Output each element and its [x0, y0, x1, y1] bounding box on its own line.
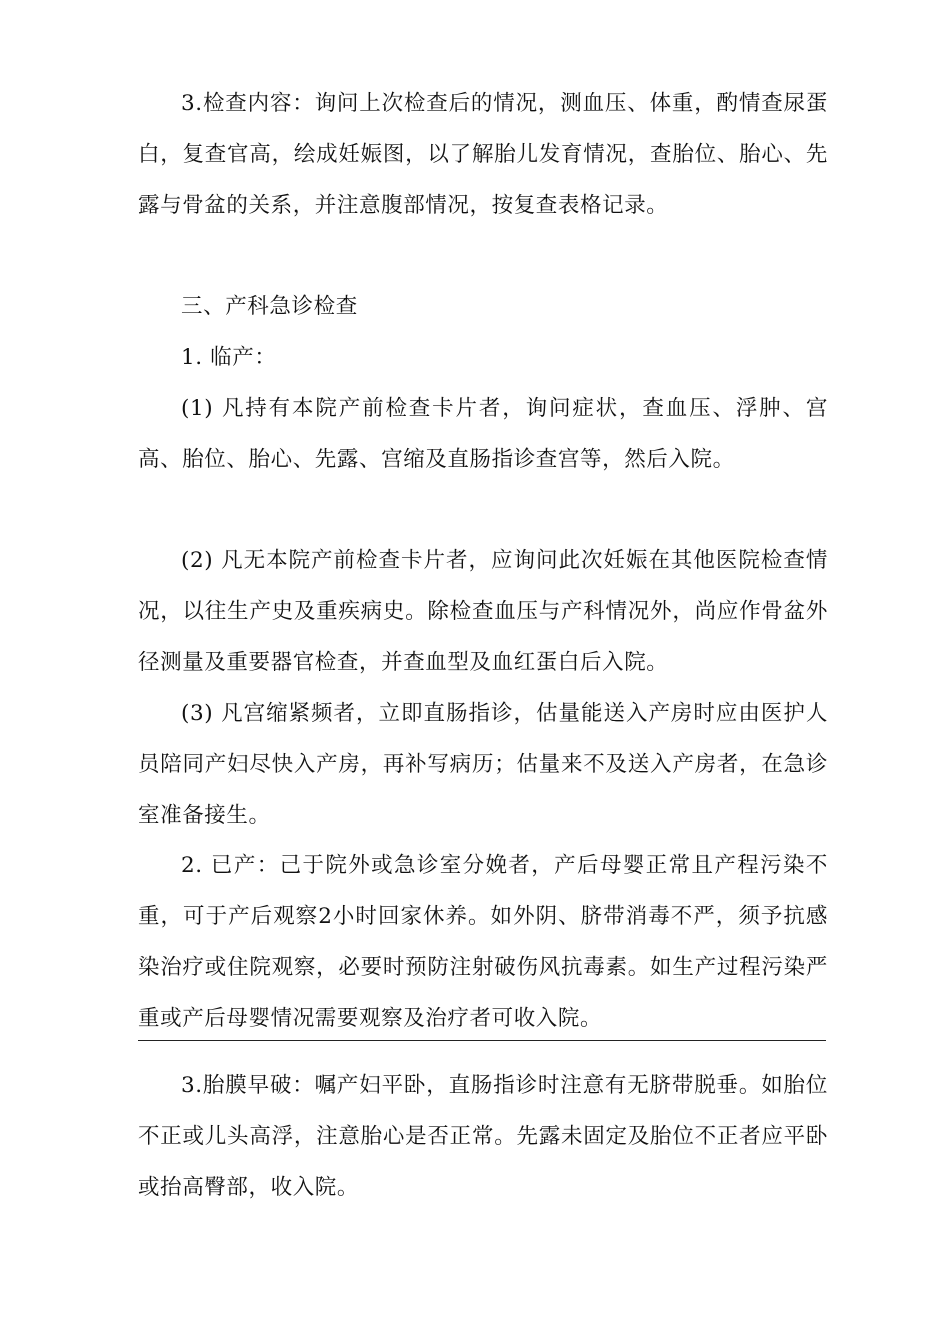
- paragraph-delivered: 2. 已产：己于院外或急诊室分娩者，产后母婴正常且产程污染不重，可于产后观察2小时回家休养。如外阴、脐带消毒不严，须予抗感染治疗或住院观察，必要时预防注射破伤风抗毒素。如生产过程污染严重或产后母婴情况需要观察及治疗者可收入院。: [138, 853, 828, 1031]
- horizontal-rule: [138, 1040, 826, 1041]
- item-heading-in-labor: 1. 临产：: [181, 345, 277, 370]
- paragraph-exam-content: 3.检查内容：询问上次检查后的情况，测血压、体重，酌情查尿蛋白，复查官高，绘成妊娠图，以了解胎儿发育情况，查胎位、胎心、先露与骨盆的关系，并注意腹部情况，按复查表格记录。: [138, 91, 828, 218]
- paragraph-without-card: (2) 凡无本院产前检查卡片者，应询问此次妊娠在其他医院检查情况，以往生产史及重疾病史。除检查血压与产科情况外，尚应作骨盆外径测量及重要器官检查，并查血型及血红蛋白后入院。: [138, 548, 828, 675]
- paragraph-premature-rupture: 3.胎膜早破：嘱产妇平卧，直肠指诊时注意有无脐带脱垂。如胎位不正或儿头高浮，注意胎心是否正常。先露未固定及胎位不正者应平卧或抬高臀部，收入院。: [138, 1073, 828, 1200]
- paragraph-with-card: (1) 凡持有本院产前检查卡片者，询问症状，查血压、浮肿、宫高、胎位、胎心、先露、宫缩及直肠指诊查宫等，然后入院。: [138, 396, 828, 472]
- paragraph-frequent-contractions: (3) 凡宫缩紧频者，立即直肠指诊，估量能送入产房时应由医护人员陪同产妇尽快入产房，再补写病历；估量来不及送入产房者，在急诊室准备接生。: [138, 701, 828, 828]
- section-heading-obstetric-emergency: 三、产科急诊检查: [181, 294, 358, 319]
